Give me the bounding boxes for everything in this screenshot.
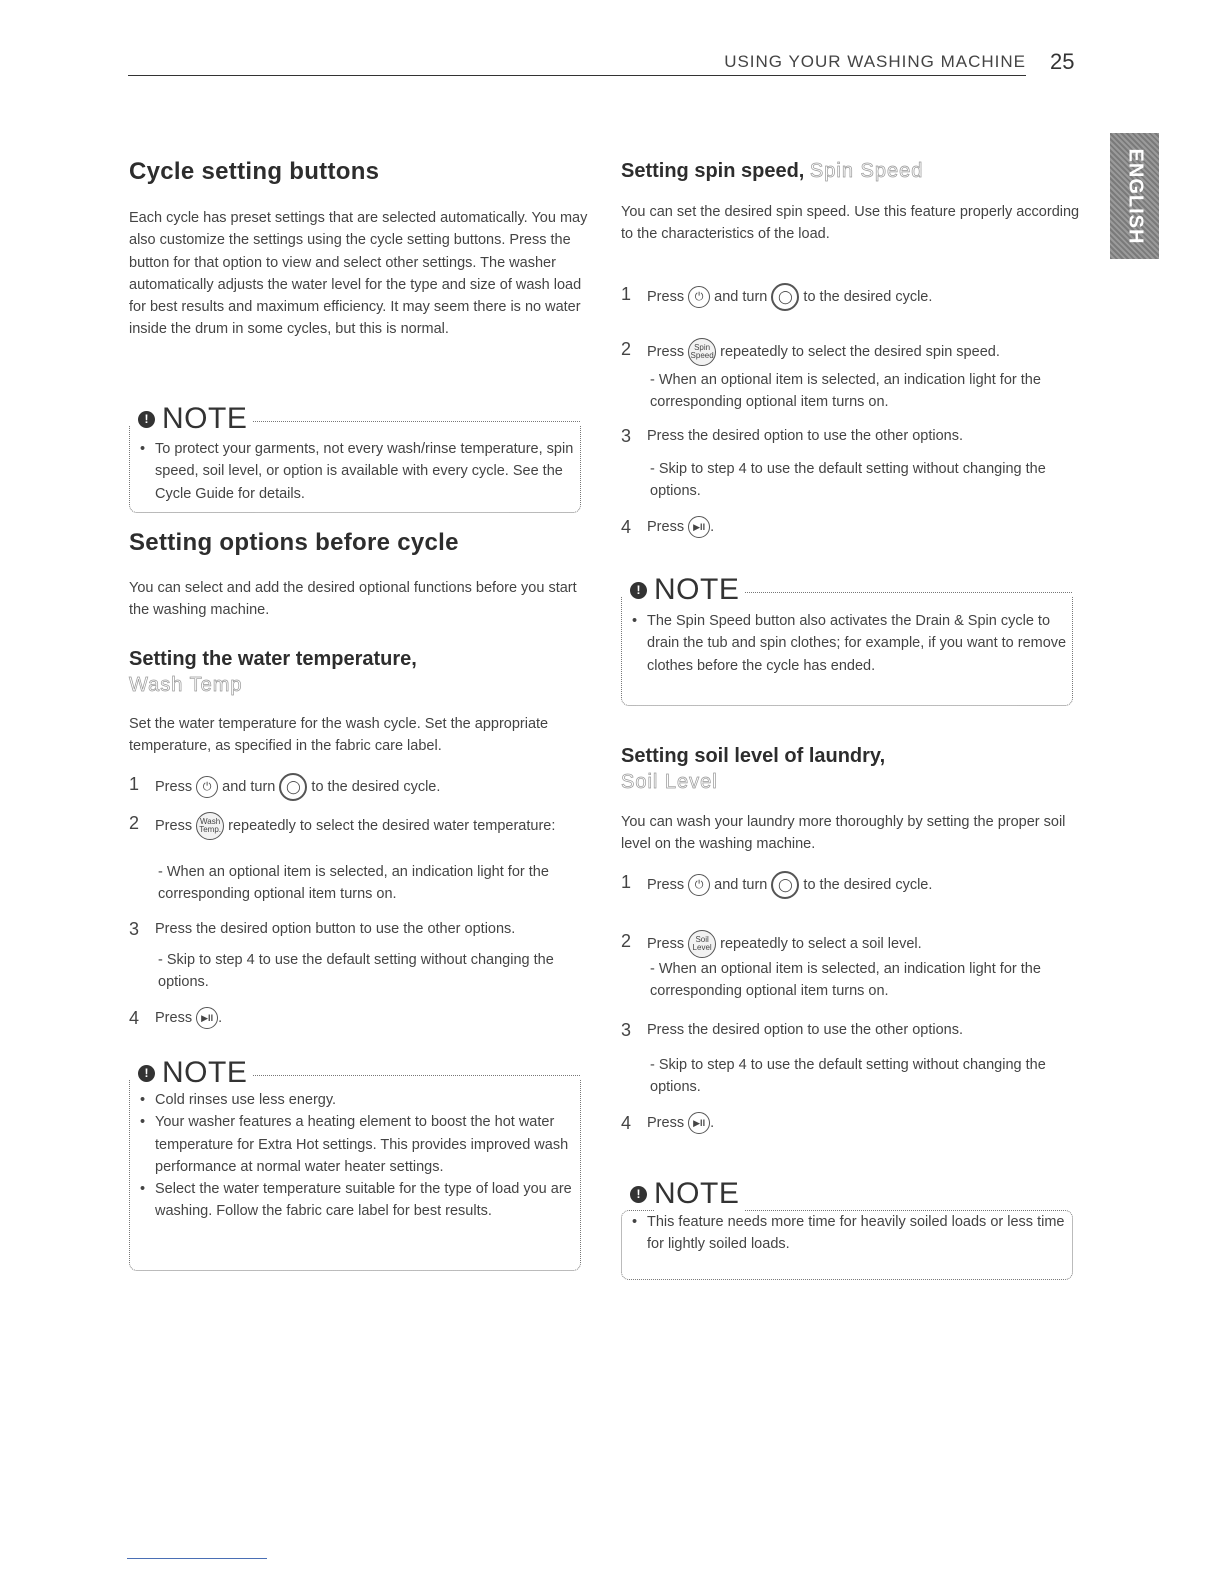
start-pause-icon: ▶ll <box>688 1112 710 1134</box>
note-label: NOTE <box>162 402 253 436</box>
note-info-icon: ! <box>138 1065 155 1082</box>
note-header <box>138 1056 580 1090</box>
page-header-title: USING YOUR WASHING MACHINE <box>724 52 1026 71</box>
note-divider <box>745 592 1072 593</box>
note-label: NOTE <box>654 573 745 607</box>
note-box <box>621 573 1073 706</box>
water-temp-title: Setting the water temperature, Wash Temp <box>129 648 417 696</box>
page-number: 25 <box>1050 49 1075 74</box>
power-button-icon: ⏻ <box>196 776 218 798</box>
spin-speed-step-3-sub: - Skip to step 4 to use the default setting without changing the options. <box>650 461 1046 500</box>
note-box <box>621 1177 1073 1280</box>
spin-speed-step-2-sub: - When an optional item is selected, an indication light for the corresponding optional item turns on. <box>650 372 1041 411</box>
cycle-dial-icon: ◯ <box>279 773 307 801</box>
water-temp-step-3-sub: - Skip to step 4 to use the default setting without changing the options. <box>158 952 554 991</box>
water-temp-step-2-sub: - When an optional item is selected, an indication light for the corresponding optional item turns on. <box>158 864 549 903</box>
spin-speed-button-icon: Spin Speed <box>688 338 716 366</box>
note-item: • This feature needs more time for heavily soiled loads or less time for lightly soiled loads. <box>622 1211 1072 1256</box>
soil-level-step-3-sub: - Skip to step 4 to use the default setting without changing the options. <box>650 1057 1046 1096</box>
power-button-icon: ⏻ <box>688 286 710 308</box>
note-item: • The Spin Speed button also activates the Drain & Spin cycle to drain the tub and spin clothes; for example, if you want to remove clothes before the cycle has ended. <box>622 610 1072 677</box>
note-header <box>630 1177 1072 1211</box>
cycle-dial-icon: ◯ <box>771 871 799 899</box>
note-item: • Your washer features a heating element to boost the hot water temperature for Extra Hot settings. This provides improved wash performance at normal water heater settings. <box>130 1111 580 1178</box>
soil-level-button-name: Soil Level <box>621 771 718 793</box>
cycle-dial-icon: ◯ <box>771 283 799 311</box>
options-before-paragraph: You can select and add the desired optional functions before you start the washing machine. <box>129 580 577 619</box>
header-divider <box>128 75 1026 76</box>
note-info-icon: ! <box>630 582 647 599</box>
water-temp-intro: Set the water temperature for the wash cycle. Set the appropriate temperature, as specified in the fabric care label. <box>129 716 549 755</box>
note-item: • Cold rinses use less energy. <box>130 1089 580 1111</box>
note-item: • Select the water temperature suitable for the type of load you are washing. Follow the fabric care label for best results. <box>130 1178 580 1223</box>
start-pause-icon: ▶ll <box>196 1007 218 1029</box>
note-info-icon: ! <box>138 411 155 428</box>
note-item: • To protect your garments, not every wash/rinse temperature, spin speed, soil level, or option is available with every cycle. See the Cycle Guide for details. <box>130 438 580 505</box>
note-box <box>129 402 581 513</box>
cycle-setting-title: Cycle setting buttons <box>129 158 380 185</box>
wash-temp-button-icon: Wash Temp. <box>196 812 224 840</box>
note-header <box>630 573 1072 607</box>
cycle-setting-paragraph: Each cycle has preset settings that are selected automatically. You may also customize the settings using the cycle setting buttons. Press the button for that option to view and select other settings. The washer automatically adjusts the water level for the type and size of wash load for best results and maximum efficiency. It may seem there is no water inside the drum in some cycles, but this is normal. <box>129 210 588 338</box>
spin-speed-button-name: Spin Speed <box>809 160 924 182</box>
footer-divider <box>127 1558 267 1559</box>
note-box <box>129 1056 581 1271</box>
language-tab <box>1110 133 1159 259</box>
power-button-icon: ⏻ <box>688 874 710 896</box>
language-tab-label: ENGLISH <box>1124 148 1146 244</box>
note-divider <box>253 1075 580 1076</box>
note-header <box>138 402 580 436</box>
note-label: NOTE <box>162 1056 253 1090</box>
note-info-icon: ! <box>630 1186 647 1203</box>
note-divider <box>253 421 580 422</box>
soil-level-button-icon: Soil Level <box>688 930 716 958</box>
options-before-title: Setting options before cycle <box>129 529 459 556</box>
spin-speed-title: Setting spin speed, Spin Speed <box>621 160 924 182</box>
spin-speed-intro: You can set the desired spin speed. Use this feature properly according to the characteristics of the load. <box>621 204 1080 243</box>
soil-level-intro: You can wash your laundry more thoroughly by setting the proper soil level on the washing machine. <box>621 814 1066 853</box>
wash-temp-button-name: Wash Temp <box>129 674 243 696</box>
note-label: NOTE <box>654 1177 745 1211</box>
soil-level-title: Setting soil level of laundry, Soil Level <box>621 745 886 793</box>
start-pause-icon: ▶ll <box>688 516 710 538</box>
soil-level-step-2-sub: - When an optional item is selected, an indication light for the corresponding optional item turns on. <box>650 961 1041 1000</box>
